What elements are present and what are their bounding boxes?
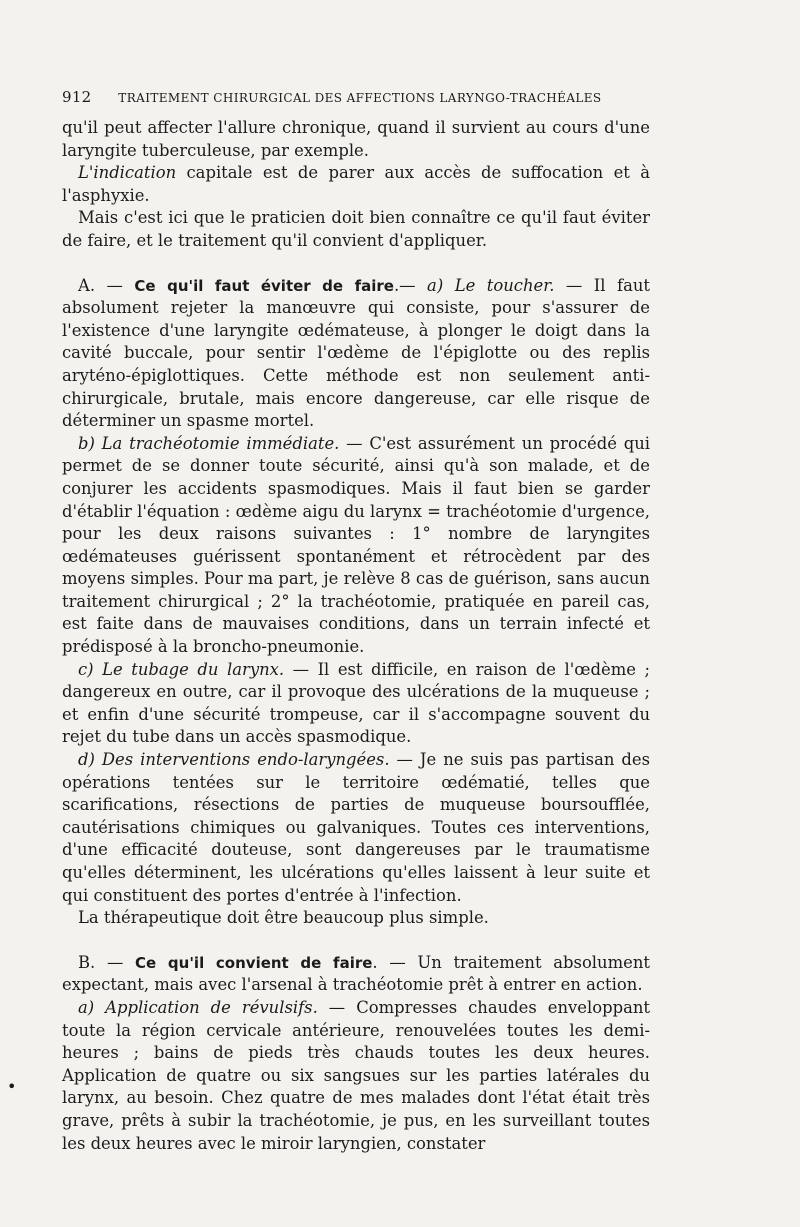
section-a-heading: Ce qu'il faut éviter de faire [134,276,394,295]
item-d-label: d) Des interventions endo-laryngées. [78,750,390,770]
item-c-label: c) Le tubage du larynx. [78,659,285,679]
item-d-text: — Je ne suis pas partisan des opérations tentées sur le territoire œdématié, telles que scarifications, résections de parties de muqueuse boursoufflée, cautérisations chimiques ou galvaniques. Toutes ces interventions, d'une efficacité douteuse, sont dangereuses par le traumatisme qu'elles déterminent, les ulcérations qu'elles laissent à leur suite et qui constituent des portes d'entrée à l'infection. [62,750,650,905]
indication-label: L'indication [78,163,177,183]
item-b [62,433,650,659]
item-c [62,659,650,749]
paragraph-indication [62,162,650,207]
section-b [62,952,650,997]
margin-mark: • [7,1077,17,1096]
item-d [62,749,650,907]
item-b-label: b) La trachéotomie immédiate. [78,433,340,453]
section-a-a [62,275,650,433]
indication-text: capitale est de parer aux accès de suffocation et à l'asphyxie. [62,163,650,205]
section-a-dash: .— [393,275,428,295]
item-b-text: — C'est assurément un procédé qui permet de se donner toute sécurité, ainsi qu'à son malade, et de conjurer les accidents spasmodiques. Mais il faut bien se garder d'établir l'équation : œdème aigu du larynx = trachéotomie d'urgence, pour les deux raisons suivantes : 1° nombre de laryngites œdémateuses guérissent spontanément et rétrocèdent par des moyens simples. Pour ma part, je relève 8 cas de guérison, sans aucun traitement chirurgical ; 2° la trachéotomie, pratiquée en pareil cas, est faite dans de mauvaises conditions, dans un terrain infecté et prédisposé à la broncho-pneumonie. [62,433,651,657]
paragraph-3: Mais c'est ici que le praticien doit bien connaître ce qu'il faut éviter de faire, et le traitement qu'il convient d'appliquer. [62,208,650,250]
item-a2-label: a) Application de révulsifs. [78,997,318,1017]
section-b-heading: Ce qu'il convient de faire [135,953,373,972]
item-a-text: — Il faut absolument rejeter la manœuvre qui consiste, pour s'assurer de l'existence d'une laryngite œdémateuse, à plonger le doigt dans la cavité buccale, pour sentir l'œdème de l'épiglotte ou des replis aryténo-épiglottiques. Cette méthode est non seulement anti-chirurgicale, brutale, mais encore dangereuse, car elle risque de déterminer un spasme mortel. [62,275,650,431]
paragraph-1: qu'il peut affecter l'allure chronique, quand il survient au cours d'une laryngite tuberculeuse, par exemple. [62,118,650,160]
item-c-text: — Il est difficile, en raison de l'œdème ; dangereux en outre, car il provoque des ulcérations de la muqueuse ; et enfin d'une sécurité trompeuse, car il s'accompagne souvent du rejet du tube dans un accès spasmodique. [62,659,650,747]
item-a-label: a) Le toucher. [427,275,555,295]
running-header [62,88,662,106]
item-a2-text: — Compresses chaudes enveloppant toute la région cervicale antérieure, renouvelées toutes les demi-heures ; bains de pieds très chauds toutes les deux heures. Application de quatre ou six sangsues sur les parties latérales du larynx, au besoin. Chez quatre de mes malades dont l'état était très grave, prêts à subir la trachéotomie, je pus, en les surveillant toutes les deux heures avec le miroir laryngien, constater [62,997,651,1153]
page-number: 912 [62,88,92,106]
therapy-line: La thérapeutique doit être beaucoup plus simple. [78,908,489,928]
section-a-prefix: A. — [78,275,135,295]
item-a2 [62,997,650,1155]
body-text [62,117,650,1155]
running-title: TRAITEMENT CHIRURGICAL DES AFFECTIONS LARYNGO-TRACHÉALES [118,91,602,105]
section-b-prefix: B. — [78,952,136,972]
section-b-text: . — Un traitement absolument expectant, mais avec l'arsenal à trachéotomie prêt à entrer en action. [62,952,650,995]
